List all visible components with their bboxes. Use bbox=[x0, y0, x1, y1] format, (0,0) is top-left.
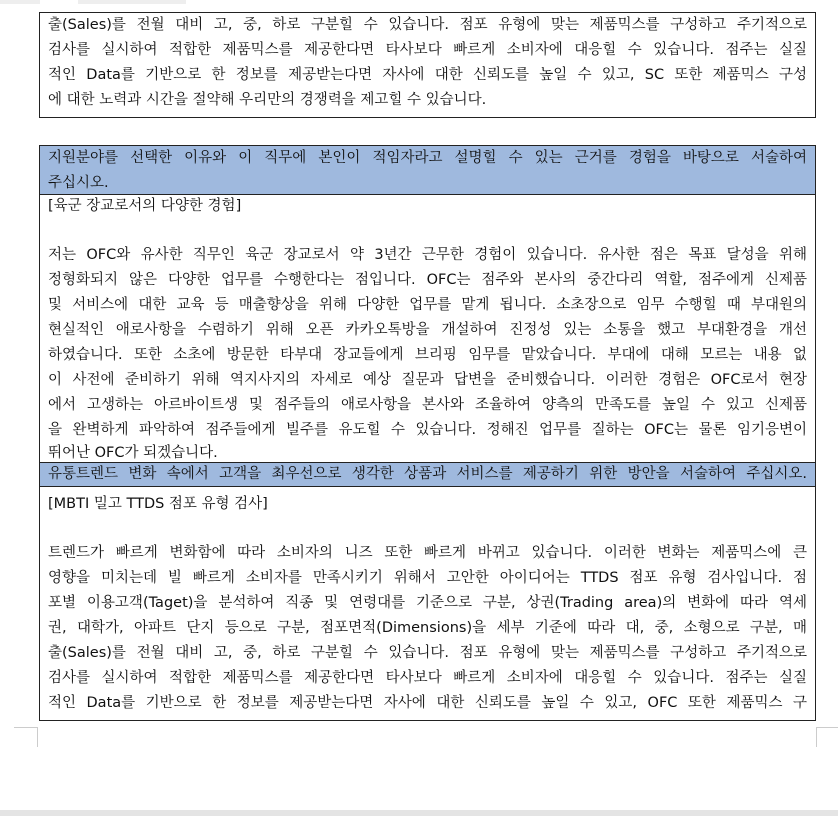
text-line: 에 대한 노력과 시간을 절약해 우리만의 경쟁력을 제고힐 수 있습니다. bbox=[48, 92, 487, 108]
question-header-3 bbox=[39, 462, 816, 487]
text-line: 적인 Data를 기반으로 한 정보를 제공받는다면 자사에 대한 신뢰도를 높일 수 있고, SC 또한 제품믹스 구성 bbox=[48, 67, 807, 83]
toolbar-edge bbox=[0, 0, 40, 4]
text-line: 포별 이용고객(Taget)을 분석하여 직종 및 연령대를 기준으로 구분, 상권(Trading area)의 변화에 따라 역세 bbox=[48, 595, 807, 611]
page-corner-mark bbox=[37, 727, 38, 747]
page-corner-mark bbox=[816, 727, 838, 728]
text-line: 검사를 실시하여 적합한 제품믹스를 제공한다면 타사보다 빠르게 소비자에 대응힐 수 있습니다. 점주는 실질 bbox=[48, 42, 807, 58]
text-line: 정형화되지 않은 다양한 업무를 수행한다는 점입니다. OFC는 점주와 본사의 중간다리 역할, 점주에게 신제품 bbox=[48, 272, 807, 288]
question-header-2 bbox=[39, 145, 816, 195]
text-line: 적인 Data를 기반으로 한 정보를 제공받는다면 자사에 대한 신뢰도를 높일 수 있고, OFC 또한 제품믹스 구 bbox=[48, 695, 807, 711]
text-line: 영향을 미치는데 빌 빠르게 소비자를 만족시키기 위해서 고안한 아이디어는 TTDS 점포 유형 검사입니다. 점 bbox=[48, 570, 807, 586]
text-line: 검사를 실시하여 적합한 제품믹스를 제공한다면 타사보다 빠르게 소비자에 대응힐 수 있습니다. 점주는 실질 bbox=[48, 670, 807, 686]
text-line: 현실적인 애로사항을 수렴하기 위해 오픈 카카오톡방을 개설하여 진정성 있는 소통을 했고 부대환경을 개선 bbox=[48, 322, 807, 338]
page-separator bbox=[0, 810, 838, 816]
answer-box-2 bbox=[39, 194, 816, 463]
text-line: 출(Sales)를 전월 대비 고, 중, 하로 구분힐 수 있습니다. 점포 유형에 맞는 제품믹스를 구성하고 주기적으로 bbox=[48, 17, 807, 33]
text-line: 뛰어난 OFC가 되겠습니다. bbox=[48, 445, 218, 461]
text-line: 및 서비스에 대한 교육 등 매출향상을 위해 다양한 업무를 맡게 됩니다. 소초장으로 임무 수행힐 때 부대원의 bbox=[48, 297, 807, 313]
text-line: 권, 대학가, 아파트 단지 등으로 구분, 점포면적(Dimensions)을 세부 기준에 따라 대, 중, 소형으로 구분, 매 bbox=[48, 620, 807, 636]
text-line: 에서 고생하는 아르바이트생 및 점주들의 애로사항을 본사와 조율하여 양측의 만족도를 높일 수 있고 신제품 bbox=[48, 397, 807, 413]
text-line: 출(Sales)를 전월 대비 고, 중, 하로 구분힐 수 있습니다. 점포 유형에 맞는 제품믹스를 구성하고 주기적으로 bbox=[48, 645, 807, 661]
text-line: 하였습니다. 또한 소초에 방문한 타부대 장교들에게 브리핑 임무를 맡았습니다. 부대에 대해 모르는 내용 없 bbox=[48, 347, 807, 363]
question-line: 유통트렌드 변화 속에서 고객을 최우선으로 생각한 상품과 서비스를 제공하기 위한 방안을 서술하여 주십시오. bbox=[48, 466, 807, 482]
text-line: 트렌드가 빠르게 변화함에 따라 소비자의 니즈 또한 빠르게 바뀌고 있습니다. 이러한 변화는 제품믹스에 큰 bbox=[48, 545, 807, 561]
text-line: 저는 OFC와 유사한 직무인 육군 장교로서 약 3년간 근무한 경험이 있습니다. 유사한 점은 목표 달성을 위해 bbox=[48, 247, 807, 263]
answer-box-3 bbox=[39, 486, 816, 721]
answer-subtitle: [육군 장교로서의 다양한 경험] bbox=[48, 198, 242, 214]
text-line: 을 완벽하게 파악하여 점주들에게 빌주를 유도힐 수 있습니다. 정해진 업무를 질하는 OFC는 물론 임기응변이 bbox=[48, 422, 807, 438]
question-line: 지원분야를 선택한 이유와 이 직무에 본인이 적임자라고 설명힐 수 있는 근거를 경험을 바탕으로 서술하여 bbox=[48, 150, 807, 166]
text-line: 이 사전에 준비하기 위해 역지사지의 자세로 예상 질문과 답변을 준비했습니다. 이러한 경험은 OFC로서 현장 bbox=[48, 372, 807, 388]
question-line: 주십시오. bbox=[48, 175, 109, 191]
page-corner-mark bbox=[816, 727, 817, 747]
toolbar-edge bbox=[78, 0, 186, 4]
answer-subtitle: [MBTI 밀고 TTDS 점포 유형 검사] bbox=[48, 496, 268, 512]
page-corner-mark bbox=[14, 727, 37, 728]
answer-box-previous bbox=[39, 12, 816, 118]
